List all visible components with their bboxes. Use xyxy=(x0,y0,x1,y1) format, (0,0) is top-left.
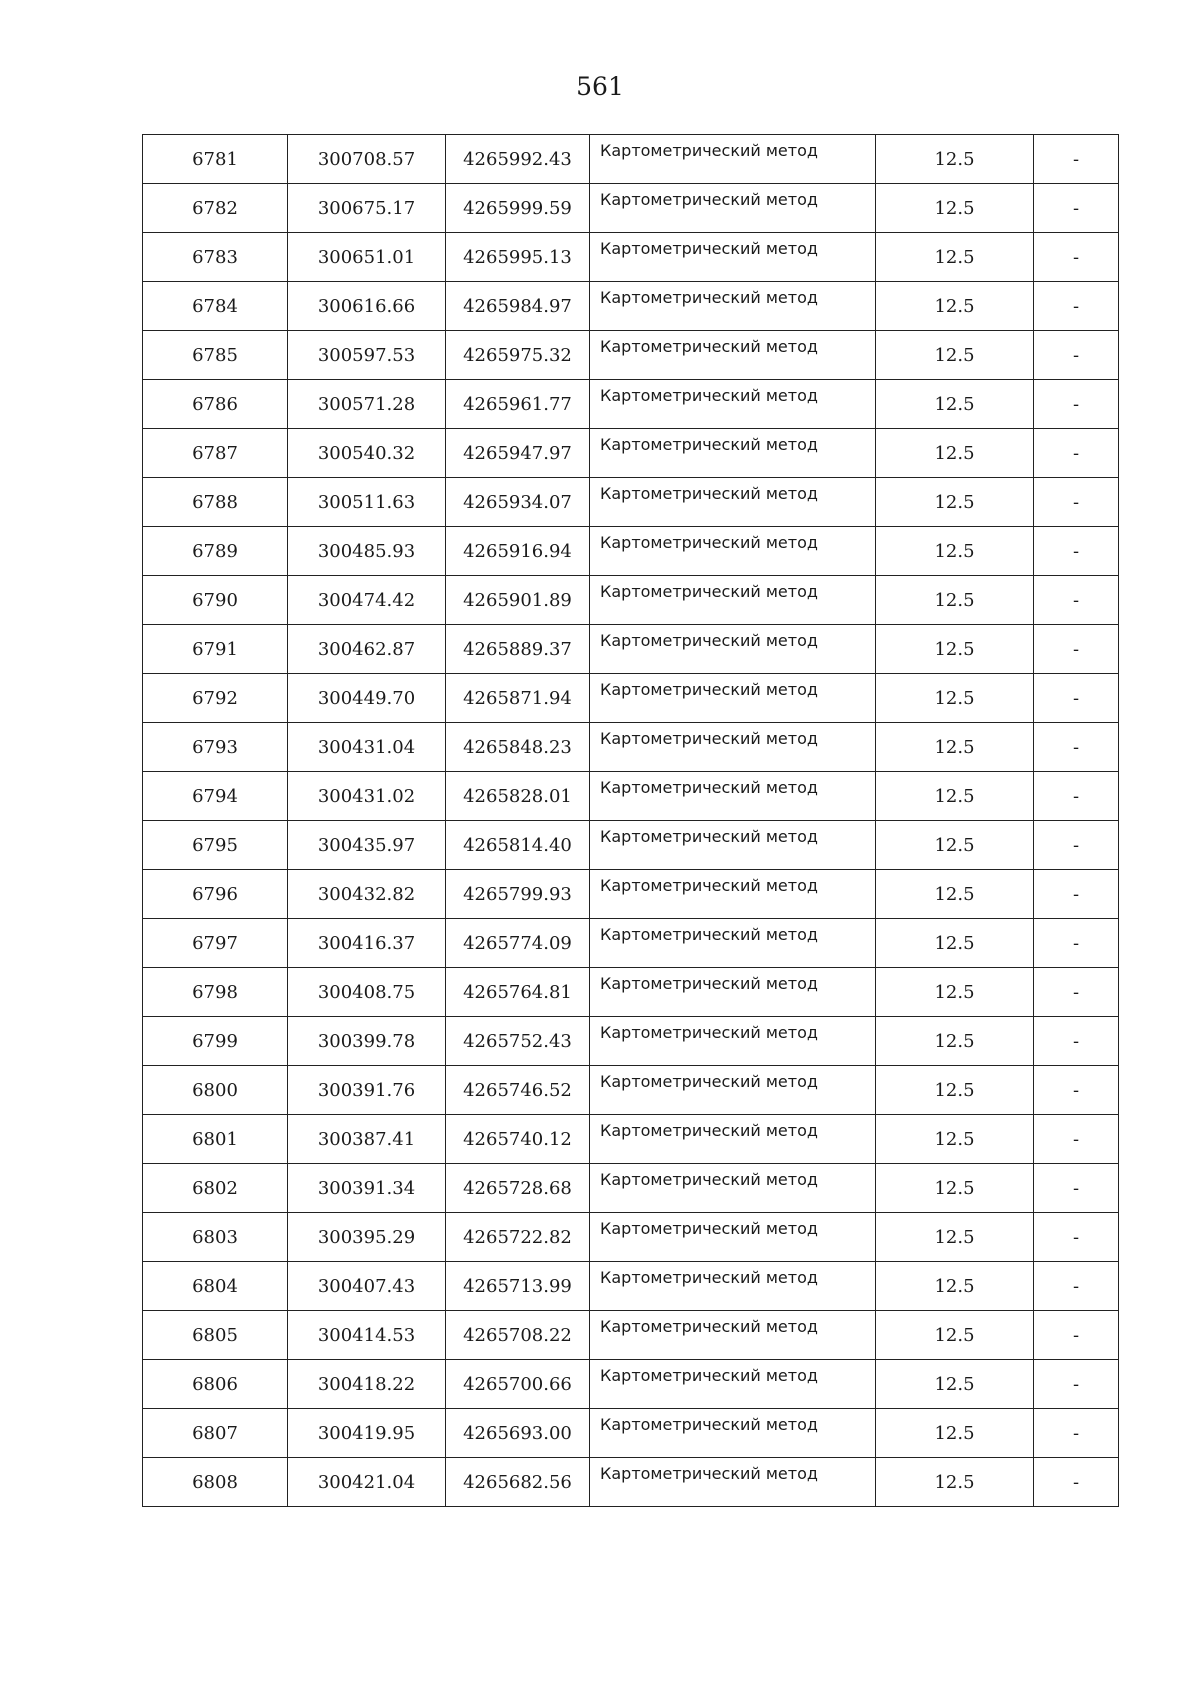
y-coordinate-cell: 4265682.56 xyxy=(446,1458,590,1507)
table-row xyxy=(143,674,1119,723)
accuracy-cell: 12.5 xyxy=(876,1409,1034,1458)
method-cell: Картометрический метод xyxy=(590,1360,876,1409)
accuracy-cell: 12.5 xyxy=(876,135,1034,184)
method-cell: Картометрический метод xyxy=(590,478,876,527)
table-row xyxy=(143,233,1119,282)
method-cell: Картометрический метод xyxy=(590,282,876,331)
point-number-cell: 6784 xyxy=(143,282,288,331)
point-number-cell: 6806 xyxy=(143,1360,288,1409)
y-coordinate-cell: 4265774.09 xyxy=(446,919,590,968)
method-cell: Картометрический метод xyxy=(590,1017,876,1066)
point-number-cell: 6783 xyxy=(143,233,288,282)
x-coordinate-cell: 300485.93 xyxy=(288,527,446,576)
x-coordinate-cell: 300431.02 xyxy=(288,772,446,821)
point-number-cell: 6791 xyxy=(143,625,288,674)
point-number-cell: 6788 xyxy=(143,478,288,527)
method-cell: Картометрический метод xyxy=(590,1458,876,1507)
y-coordinate-cell: 4265995.13 xyxy=(446,233,590,282)
accuracy-cell: 12.5 xyxy=(876,576,1034,625)
y-coordinate-cell: 4265992.43 xyxy=(446,135,590,184)
point-number-cell: 6785 xyxy=(143,331,288,380)
x-coordinate-cell: 300391.34 xyxy=(288,1164,446,1213)
y-coordinate-cell: 4265947.97 xyxy=(446,429,590,478)
method-cell: Картометрический метод xyxy=(590,1115,876,1164)
point-number-cell: 6807 xyxy=(143,1409,288,1458)
point-number-cell: 6796 xyxy=(143,870,288,919)
x-coordinate-cell: 300597.53 xyxy=(288,331,446,380)
method-cell: Картометрический метод xyxy=(590,870,876,919)
accuracy-cell: 12.5 xyxy=(876,429,1034,478)
table-row xyxy=(143,478,1119,527)
x-coordinate-cell: 300419.95 xyxy=(288,1409,446,1458)
x-coordinate-cell: 300407.43 xyxy=(288,1262,446,1311)
page-number: 561 xyxy=(576,72,624,101)
table-row xyxy=(143,772,1119,821)
y-coordinate-cell: 4265848.23 xyxy=(446,723,590,772)
y-coordinate-cell: 4265722.82 xyxy=(446,1213,590,1262)
x-coordinate-cell: 300408.75 xyxy=(288,968,446,1017)
accuracy-cell: 12.5 xyxy=(876,772,1034,821)
note-cell: - xyxy=(1034,1213,1119,1262)
accuracy-cell: 12.5 xyxy=(876,723,1034,772)
note-cell: - xyxy=(1034,919,1119,968)
table-row xyxy=(143,282,1119,331)
table-row xyxy=(143,1458,1119,1507)
note-cell: - xyxy=(1034,968,1119,1017)
note-cell: - xyxy=(1034,429,1119,478)
accuracy-cell: 12.5 xyxy=(876,1311,1034,1360)
accuracy-cell: 12.5 xyxy=(876,1213,1034,1262)
y-coordinate-cell: 4265934.07 xyxy=(446,478,590,527)
note-cell: - xyxy=(1034,380,1119,429)
method-cell: Картометрический метод xyxy=(590,723,876,772)
point-number-cell: 6789 xyxy=(143,527,288,576)
table-row xyxy=(143,184,1119,233)
x-coordinate-cell: 300418.22 xyxy=(288,1360,446,1409)
accuracy-cell: 12.5 xyxy=(876,1164,1034,1213)
point-number-cell: 6790 xyxy=(143,576,288,625)
y-coordinate-cell: 4265708.22 xyxy=(446,1311,590,1360)
point-number-cell: 6801 xyxy=(143,1115,288,1164)
method-cell: Картометрический метод xyxy=(590,1164,876,1213)
point-number-cell: 6781 xyxy=(143,135,288,184)
y-coordinate-cell: 4265916.94 xyxy=(446,527,590,576)
note-cell: - xyxy=(1034,282,1119,331)
table-row xyxy=(143,625,1119,674)
x-coordinate-cell: 300675.17 xyxy=(288,184,446,233)
y-coordinate-cell: 4265984.97 xyxy=(446,282,590,331)
point-number-cell: 6797 xyxy=(143,919,288,968)
method-cell: Картометрический метод xyxy=(590,1311,876,1360)
accuracy-cell: 12.5 xyxy=(876,821,1034,870)
accuracy-cell: 12.5 xyxy=(876,233,1034,282)
method-cell: Картометрический метод xyxy=(590,625,876,674)
x-coordinate-cell: 300435.97 xyxy=(288,821,446,870)
point-number-cell: 6794 xyxy=(143,772,288,821)
point-number-cell: 6798 xyxy=(143,968,288,1017)
table-row xyxy=(143,1360,1119,1409)
y-coordinate-cell: 4265961.77 xyxy=(446,380,590,429)
accuracy-cell: 12.5 xyxy=(876,674,1034,723)
point-number-cell: 6808 xyxy=(143,1458,288,1507)
y-coordinate-cell: 4265764.81 xyxy=(446,968,590,1017)
note-cell: - xyxy=(1034,772,1119,821)
method-cell: Картометрический метод xyxy=(590,772,876,821)
accuracy-cell: 12.5 xyxy=(876,919,1034,968)
point-number-cell: 6793 xyxy=(143,723,288,772)
x-coordinate-cell: 300387.41 xyxy=(288,1115,446,1164)
table-row xyxy=(143,919,1119,968)
y-coordinate-cell: 4265901.89 xyxy=(446,576,590,625)
accuracy-cell: 12.5 xyxy=(876,1360,1034,1409)
note-cell: - xyxy=(1034,1311,1119,1360)
table-row xyxy=(143,1262,1119,1311)
table-row xyxy=(143,1115,1119,1164)
point-number-cell: 6795 xyxy=(143,821,288,870)
point-number-cell: 6792 xyxy=(143,674,288,723)
note-cell: - xyxy=(1034,184,1119,233)
y-coordinate-cell: 4265713.99 xyxy=(446,1262,590,1311)
x-coordinate-cell: 300571.28 xyxy=(288,380,446,429)
accuracy-cell: 12.5 xyxy=(876,870,1034,919)
accuracy-cell: 12.5 xyxy=(876,331,1034,380)
method-cell: Картометрический метод xyxy=(590,429,876,478)
accuracy-cell: 12.5 xyxy=(876,1262,1034,1311)
method-cell: Картометрический метод xyxy=(590,331,876,380)
note-cell: - xyxy=(1034,821,1119,870)
note-cell: - xyxy=(1034,135,1119,184)
note-cell: - xyxy=(1034,478,1119,527)
accuracy-cell: 12.5 xyxy=(876,1458,1034,1507)
table-row xyxy=(143,1164,1119,1213)
note-cell: - xyxy=(1034,625,1119,674)
table-row xyxy=(143,723,1119,772)
note-cell: - xyxy=(1034,1066,1119,1115)
table-row xyxy=(143,380,1119,429)
note-cell: - xyxy=(1034,674,1119,723)
table-row xyxy=(143,968,1119,1017)
method-cell: Картометрический метод xyxy=(590,674,876,723)
method-cell: Картометрический метод xyxy=(590,233,876,282)
x-coordinate-cell: 300449.70 xyxy=(288,674,446,723)
method-cell: Картометрический метод xyxy=(590,1409,876,1458)
point-number-cell: 6782 xyxy=(143,184,288,233)
table-row xyxy=(143,429,1119,478)
accuracy-cell: 12.5 xyxy=(876,1017,1034,1066)
point-number-cell: 6800 xyxy=(143,1066,288,1115)
point-number-cell: 6799 xyxy=(143,1017,288,1066)
x-coordinate-cell: 300616.66 xyxy=(288,282,446,331)
accuracy-cell: 12.5 xyxy=(876,625,1034,674)
table-row xyxy=(143,135,1119,184)
y-coordinate-cell: 4265693.00 xyxy=(446,1409,590,1458)
method-cell: Картометрический метод xyxy=(590,527,876,576)
note-cell: - xyxy=(1034,1115,1119,1164)
y-coordinate-cell: 4265871.94 xyxy=(446,674,590,723)
x-coordinate-cell: 300414.53 xyxy=(288,1311,446,1360)
table-row xyxy=(143,576,1119,625)
accuracy-cell: 12.5 xyxy=(876,527,1034,576)
table-row xyxy=(143,331,1119,380)
y-coordinate-cell: 4265889.37 xyxy=(446,625,590,674)
y-coordinate-cell: 4265975.32 xyxy=(446,331,590,380)
y-coordinate-cell: 4265752.43 xyxy=(446,1017,590,1066)
method-cell: Картометрический метод xyxy=(590,821,876,870)
method-cell: Картометрический метод xyxy=(590,1066,876,1115)
point-number-cell: 6803 xyxy=(143,1213,288,1262)
table-row xyxy=(143,1409,1119,1458)
x-coordinate-cell: 300421.04 xyxy=(288,1458,446,1507)
point-number-cell: 6786 xyxy=(143,380,288,429)
point-number-cell: 6802 xyxy=(143,1164,288,1213)
method-cell: Картометрический метод xyxy=(590,576,876,625)
note-cell: - xyxy=(1034,331,1119,380)
x-coordinate-cell: 300511.63 xyxy=(288,478,446,527)
y-coordinate-cell: 4265814.40 xyxy=(446,821,590,870)
note-cell: - xyxy=(1034,1409,1119,1458)
table-row xyxy=(143,1066,1119,1115)
table-row xyxy=(143,1213,1119,1262)
note-cell: - xyxy=(1034,870,1119,919)
method-cell: Картометрический метод xyxy=(590,380,876,429)
x-coordinate-cell: 300540.32 xyxy=(288,429,446,478)
y-coordinate-cell: 4265700.66 xyxy=(446,1360,590,1409)
note-cell: - xyxy=(1034,1360,1119,1409)
note-cell: - xyxy=(1034,1262,1119,1311)
x-coordinate-cell: 300416.37 xyxy=(288,919,446,968)
table-row xyxy=(143,1311,1119,1360)
accuracy-cell: 12.5 xyxy=(876,968,1034,1017)
note-cell: - xyxy=(1034,233,1119,282)
x-coordinate-cell: 300431.04 xyxy=(288,723,446,772)
y-coordinate-cell: 4265828.01 xyxy=(446,772,590,821)
note-cell: - xyxy=(1034,1458,1119,1507)
note-cell: - xyxy=(1034,1164,1119,1213)
y-coordinate-cell: 4265799.93 xyxy=(446,870,590,919)
table-row xyxy=(143,870,1119,919)
accuracy-cell: 12.5 xyxy=(876,1066,1034,1115)
note-cell: - xyxy=(1034,723,1119,772)
coordinates-table-body xyxy=(143,135,1119,1507)
x-coordinate-cell: 300708.57 xyxy=(288,135,446,184)
x-coordinate-cell: 300399.78 xyxy=(288,1017,446,1066)
x-coordinate-cell: 300432.82 xyxy=(288,870,446,919)
y-coordinate-cell: 4265746.52 xyxy=(446,1066,590,1115)
method-cell: Картометрический метод xyxy=(590,184,876,233)
accuracy-cell: 12.5 xyxy=(876,380,1034,429)
table-row xyxy=(143,527,1119,576)
table-row xyxy=(143,1017,1119,1066)
x-coordinate-cell: 300395.29 xyxy=(288,1213,446,1262)
point-number-cell: 6805 xyxy=(143,1311,288,1360)
x-coordinate-cell: 300462.87 xyxy=(288,625,446,674)
coordinates-table xyxy=(142,134,1119,1507)
accuracy-cell: 12.5 xyxy=(876,478,1034,527)
accuracy-cell: 12.5 xyxy=(876,1115,1034,1164)
accuracy-cell: 12.5 xyxy=(876,184,1034,233)
note-cell: - xyxy=(1034,1017,1119,1066)
note-cell: - xyxy=(1034,576,1119,625)
x-coordinate-cell: 300651.01 xyxy=(288,233,446,282)
point-number-cell: 6804 xyxy=(143,1262,288,1311)
method-cell: Картометрический метод xyxy=(590,919,876,968)
method-cell: Картометрический метод xyxy=(590,1213,876,1262)
accuracy-cell: 12.5 xyxy=(876,282,1034,331)
point-number-cell: 6787 xyxy=(143,429,288,478)
y-coordinate-cell: 4265999.59 xyxy=(446,184,590,233)
x-coordinate-cell: 300391.76 xyxy=(288,1066,446,1115)
x-coordinate-cell: 300474.42 xyxy=(288,576,446,625)
method-cell: Картометрический метод xyxy=(590,1262,876,1311)
note-cell: - xyxy=(1034,527,1119,576)
y-coordinate-cell: 4265740.12 xyxy=(446,1115,590,1164)
method-cell: Картометрический метод xyxy=(590,968,876,1017)
table-row xyxy=(143,821,1119,870)
method-cell: Картометрический метод xyxy=(590,135,876,184)
y-coordinate-cell: 4265728.68 xyxy=(446,1164,590,1213)
